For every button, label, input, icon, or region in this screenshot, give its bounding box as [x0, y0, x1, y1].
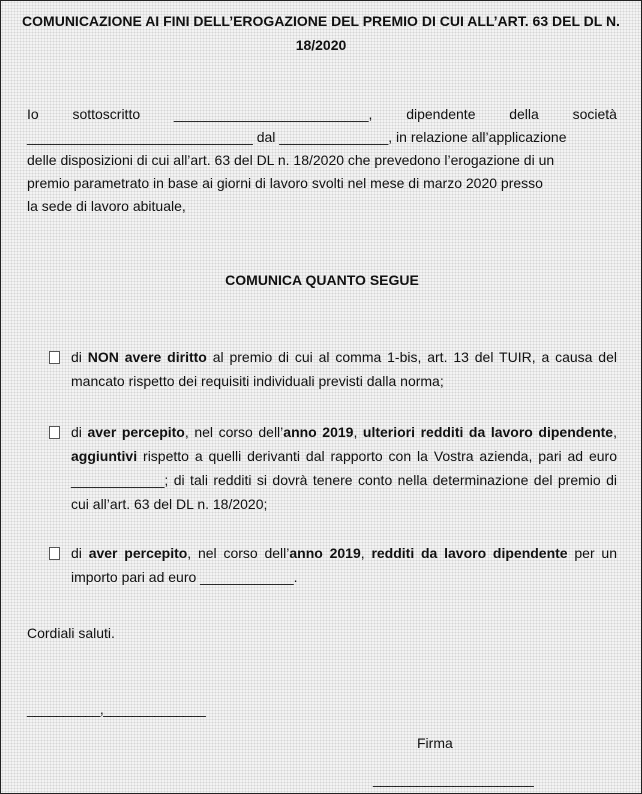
option-income-amount	[27, 541, 617, 589]
intro-paragraph	[27, 103, 617, 218]
checkbox[interactable]	[49, 426, 60, 439]
option-text: di aver percepito, nel corso dell’anno 2019, ulteriori redditi da lavoro dipendente, aggiuntivi rispetto a quelli derivanti dal rapporto con la Vostra azienda, pari ad euro ____________; di tali redditi si dovrà tenere conto nella determinazione del premio di cui all’art. 63 del DL n. 18/2020;	[71, 424, 617, 512]
intro-word: Io	[27, 106, 39, 122]
closing-greeting: Cordiali saluti.	[27, 625, 115, 641]
intro-line-1	[27, 103, 617, 126]
intro-word: sottoscritto	[72, 106, 141, 122]
option-additional-income	[27, 420, 617, 516]
place-date-field[interactable]: __________,______________	[27, 701, 206, 717]
option-text: di aver percepito, nel corso dell’anno 2019, redditi da lavoro dipendente per un importo pari ad euro ____________.	[71, 545, 617, 585]
intro-line-3: delle disposizioni di cui all’art. 63 del DL n. 18/2020 che prevedono l’erogazione di un	[27, 152, 555, 168]
option-text: di NON avere diritto al premio di cui al comma 1-bis, art. 13 del TUIR, a causa del mancato rispetto dei requisiti individuali previsti dalla norma;	[71, 349, 617, 389]
intro-line-2: _____________________________ dal ______________, in relazione all’applicazione	[27, 129, 567, 145]
checkbox[interactable]	[49, 547, 60, 560]
intro-line-4: premio parametrato in base ai giorni di lavoro svolti nel mese di marzo 2020 presso	[27, 175, 543, 191]
section-heading: COMUNICA QUANTO SEGUE	[225, 272, 419, 288]
intro-word: società	[572, 106, 617, 122]
checkbox[interactable]	[49, 351, 60, 364]
signature-field[interactable]: ______________________	[373, 771, 534, 787]
intro-word: dipendente	[406, 106, 476, 122]
name-blank-field[interactable]: _________________________,	[173, 106, 373, 122]
option-no-right	[27, 345, 617, 393]
intro-word: della	[509, 106, 539, 122]
intro-line-5: la sede di lavoro abituale,	[27, 198, 186, 214]
document-title: COMUNICAZIONE AI FINI DELL’EROGAZIONE DEL PREMIO DI CUI ALL’ART. 63 DEL DL N. 18/2020	[22, 13, 620, 53]
signature-label: Firma	[417, 735, 453, 751]
